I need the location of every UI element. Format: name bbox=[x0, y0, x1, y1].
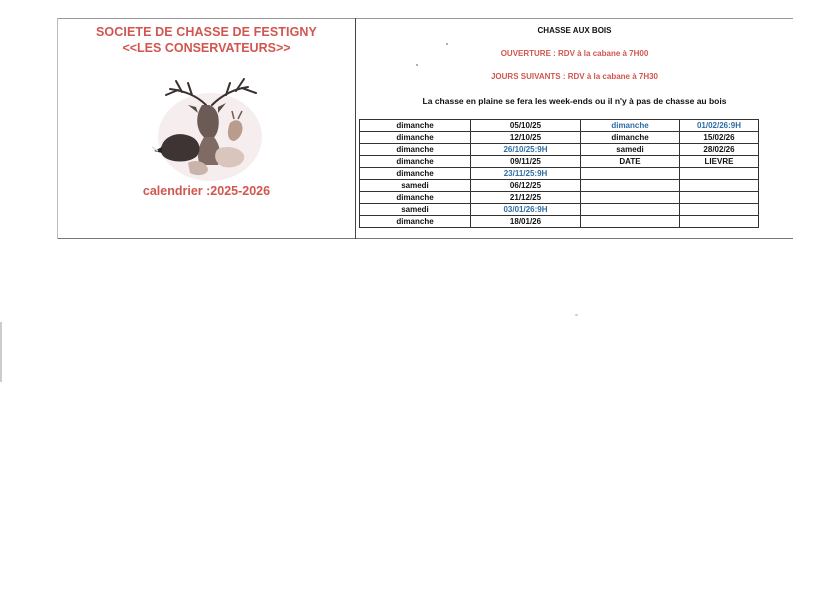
section-title: CHASSE AUX BOIS bbox=[537, 26, 612, 35]
following-days-notice: JOURS SUIVANTS : RDV à la cabane à 7H30 bbox=[490, 72, 659, 81]
plain-hunting-note: La chasse en plaine se fera les week-ends ou il n'y à pas de chasse au bois bbox=[422, 96, 727, 106]
table-row bbox=[360, 120, 759, 132]
date-cell: 18/01/26 bbox=[471, 216, 581, 228]
scan-speck bbox=[575, 314, 578, 316]
empty-cell bbox=[680, 204, 759, 216]
scan-speck bbox=[416, 64, 418, 66]
table-row bbox=[360, 216, 759, 228]
schedule-table bbox=[359, 119, 759, 228]
empty-cell bbox=[680, 180, 759, 192]
table-row bbox=[360, 168, 759, 180]
empty-cell bbox=[680, 216, 759, 228]
table-row bbox=[360, 132, 759, 144]
table-row bbox=[360, 144, 759, 156]
deer-boar-emblem-icon bbox=[148, 75, 268, 185]
table-row bbox=[360, 192, 759, 204]
empty-cell bbox=[581, 168, 680, 180]
date-cell: 03/01/26:9H bbox=[471, 204, 581, 216]
day-cell: dimanche bbox=[360, 132, 471, 144]
opening-notice: OUVERTURE : RDV à la cabane à 7H00 bbox=[500, 49, 649, 58]
table-row bbox=[360, 180, 759, 192]
day-cell: dimanche bbox=[360, 192, 471, 204]
date-cell: 28/02/26 bbox=[680, 144, 759, 156]
day-cell: dimanche bbox=[360, 168, 471, 180]
day-cell: dimanche bbox=[360, 144, 471, 156]
day-cell: samedi bbox=[360, 180, 471, 192]
empty-cell bbox=[680, 168, 759, 180]
date-cell: 06/12/25 bbox=[471, 180, 581, 192]
organization-subtitle: <<LES CONSERVATEURS>> bbox=[122, 41, 291, 55]
empty-cell bbox=[680, 192, 759, 204]
left-panel bbox=[58, 19, 355, 238]
day-cell: samedi bbox=[360, 204, 471, 216]
date-cell: 09/11/25 bbox=[471, 156, 581, 168]
empty-cell bbox=[581, 180, 680, 192]
frame-bottom-border bbox=[57, 238, 793, 239]
date-cell: 15/02/26 bbox=[680, 132, 759, 144]
table-row bbox=[360, 156, 759, 168]
header-cell: LIEVRE bbox=[680, 156, 759, 168]
date-cell: 21/12/25 bbox=[471, 192, 581, 204]
header-cell: DATE bbox=[581, 156, 680, 168]
empty-cell bbox=[581, 204, 680, 216]
scan-speck bbox=[0, 322, 2, 382]
day-cell: dimanche bbox=[581, 120, 680, 132]
scan-speck bbox=[446, 43, 448, 45]
calendar-season-label: calendrier :2025-2026 bbox=[142, 184, 271, 198]
date-cell: 12/10/25 bbox=[471, 132, 581, 144]
day-cell: samedi bbox=[581, 144, 680, 156]
day-cell: dimanche bbox=[581, 132, 680, 144]
empty-cell bbox=[581, 216, 680, 228]
organization-title: SOCIETE DE CHASSE DE FESTIGNY bbox=[96, 25, 317, 39]
empty-cell bbox=[581, 192, 680, 204]
date-cell: 01/02/26:9H bbox=[680, 120, 759, 132]
table-row bbox=[360, 204, 759, 216]
date-cell: 05/10/25 bbox=[471, 120, 581, 132]
day-cell: dimanche bbox=[360, 156, 471, 168]
day-cell: dimanche bbox=[360, 216, 471, 228]
date-cell: 26/10/25:9H bbox=[471, 144, 581, 156]
date-cell: 23/11/25:9H bbox=[471, 168, 581, 180]
day-cell: dimanche bbox=[360, 120, 471, 132]
